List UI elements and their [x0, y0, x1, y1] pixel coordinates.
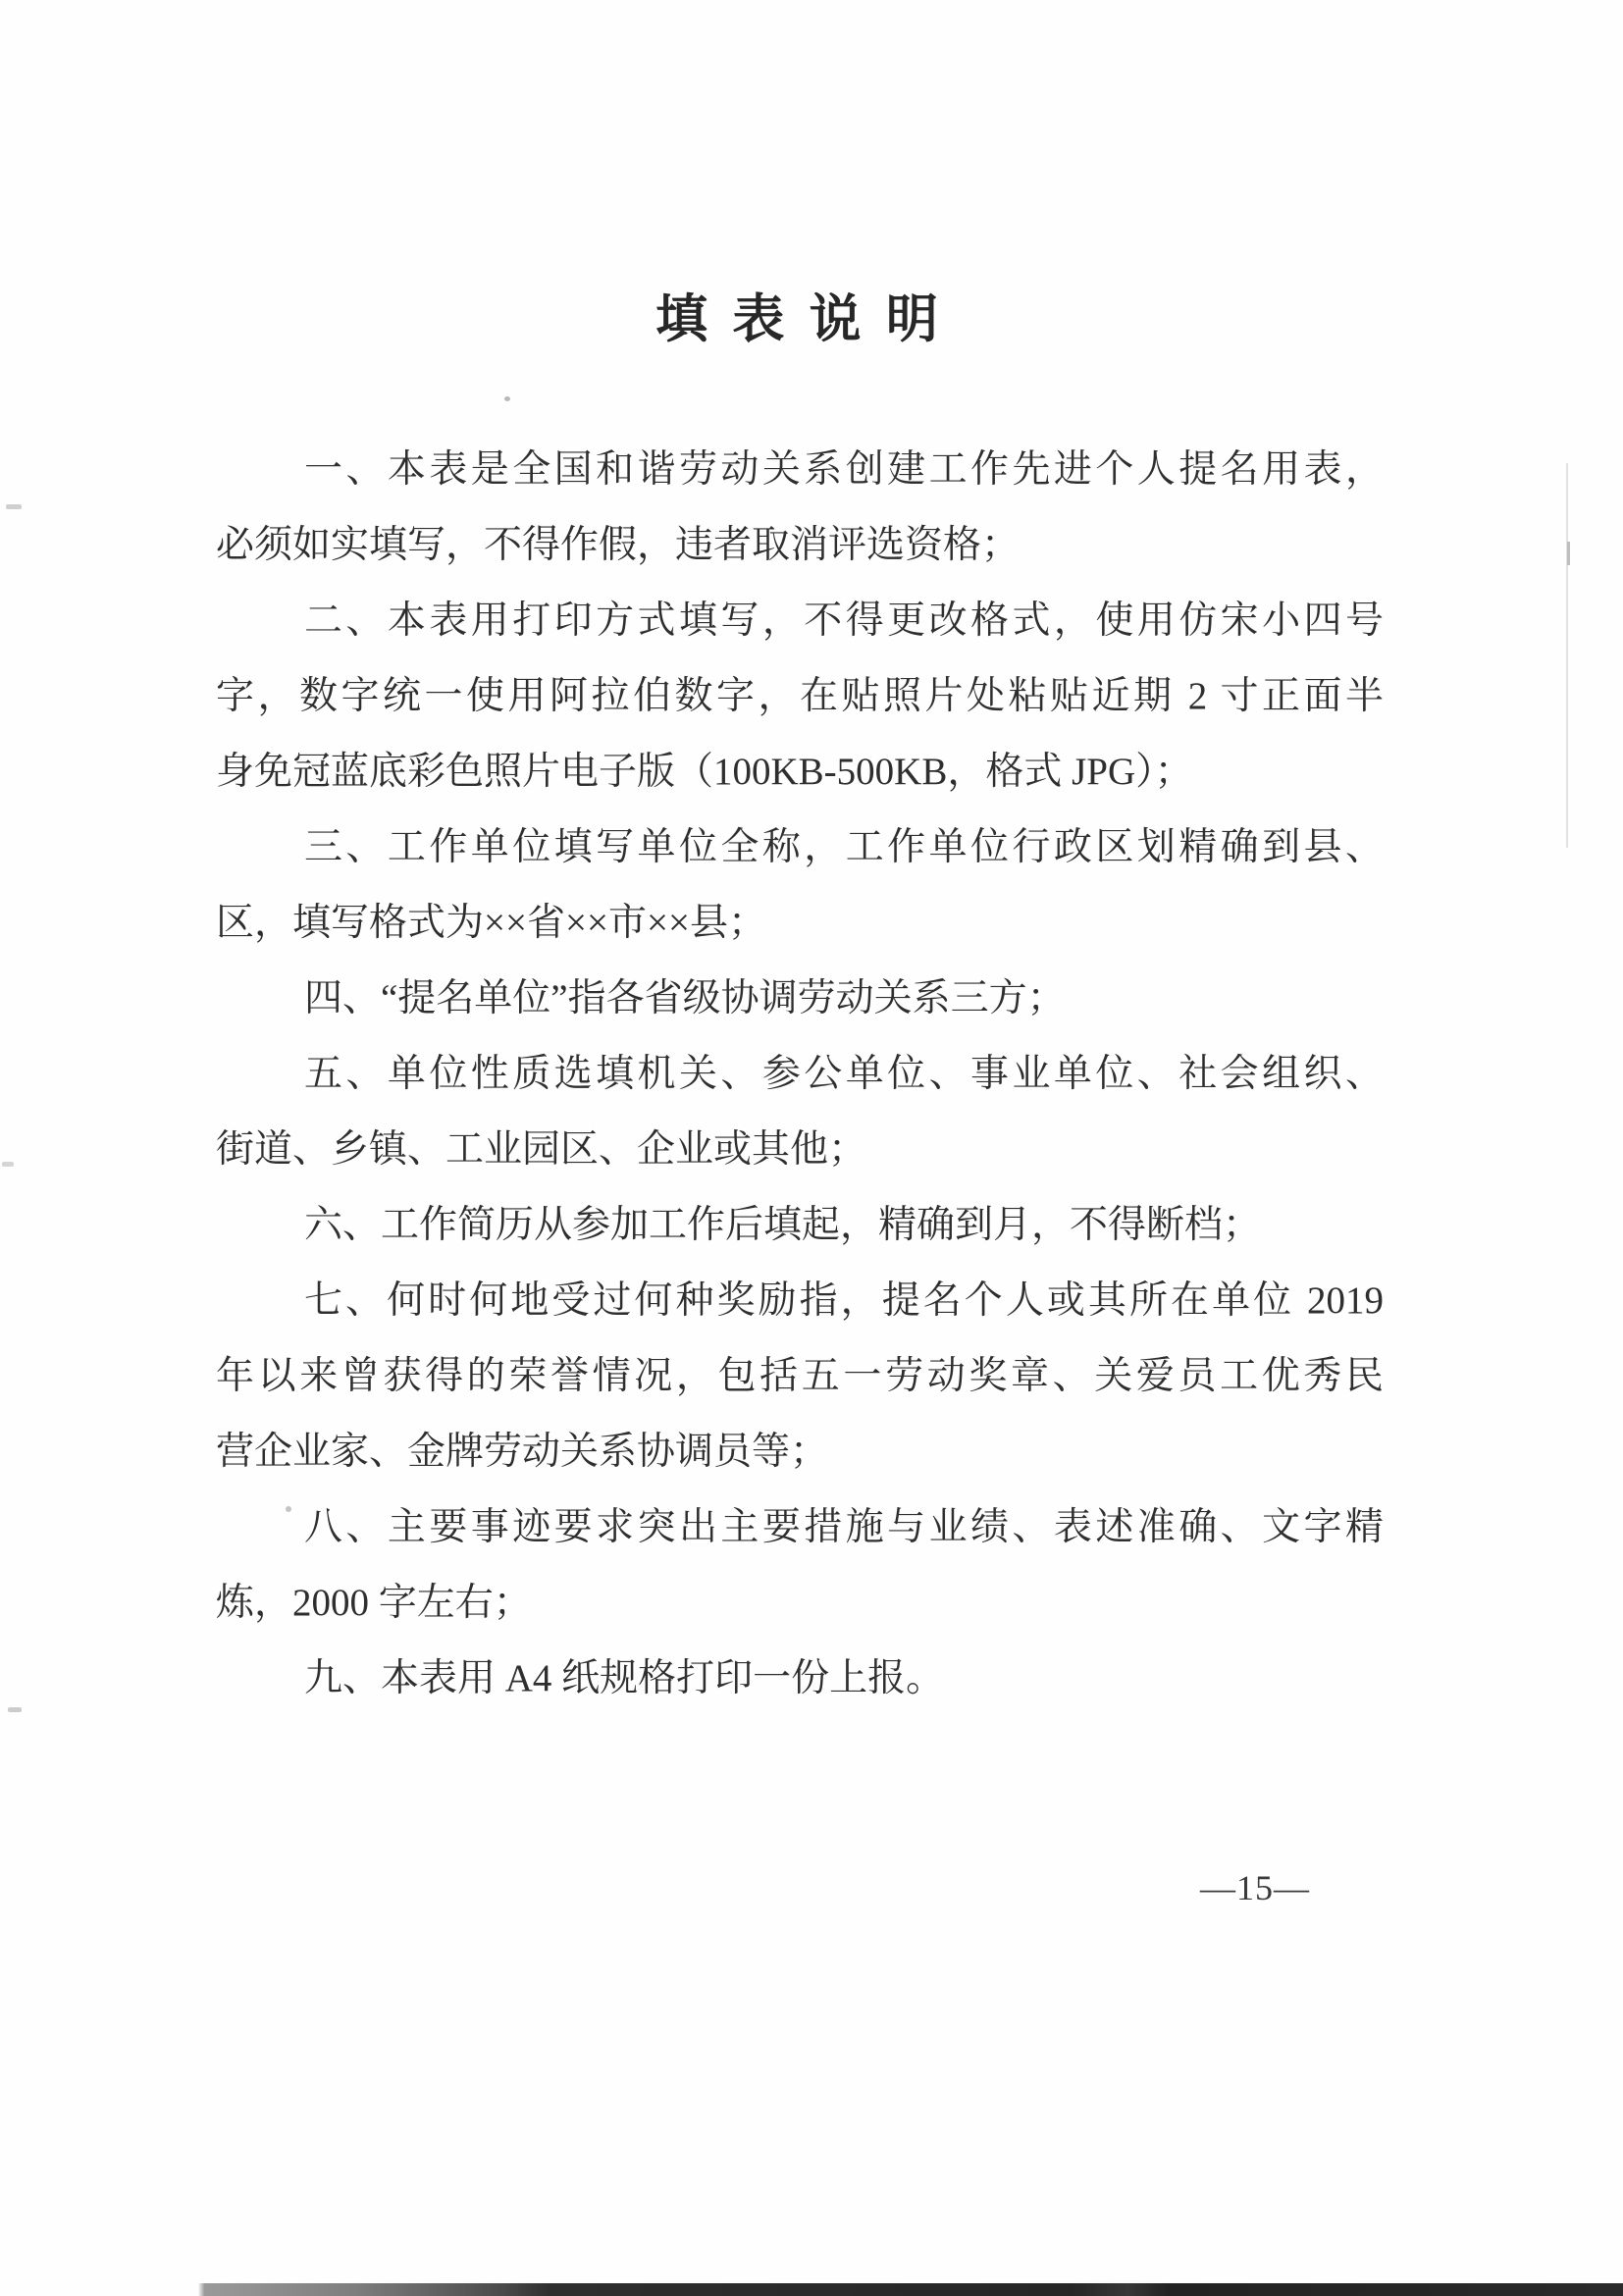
instruction-line: 身免冠蓝底彩色照片电子版（100KB-500KB，格式 JPG）；: [216, 751, 1193, 793]
instruction-paragraph-4: [216, 961, 1384, 1036]
scan-edge-bar: [0, 2283, 1623, 2296]
instruction-line: 炼，2000 字左右；: [216, 1582, 532, 1624]
instruction-paragraph-1: [216, 432, 1384, 583]
instruction-line: 七、何时何地受过何种奖励指，提名个人或其所在单位 2019: [304, 1279, 1384, 1322]
instruction-paragraph-9: [216, 1641, 1384, 1716]
instruction-line: 三、工作单位填写单位全称，工作单位行政区划精确到县、: [304, 826, 1384, 868]
scan-speck: [6, 504, 22, 509]
instruction-paragraph-7: [216, 1263, 1384, 1489]
instruction-line: 区，填写格式为××省××市××县；: [216, 902, 766, 944]
instruction-line: 字，数字统一使用阿拉伯数字，在贴照片处粘贴近期 2 寸正面半: [216, 675, 1384, 717]
instruction-line: 街道、乡镇、工业园区、企业或其他；: [216, 1128, 867, 1171]
scan-line: [1567, 542, 1570, 565]
instruction-line: 八、主要事迹要求突出主要措施与业绩、表述准确、文字精: [304, 1506, 1384, 1548]
instruction-paragraph-5: [216, 1036, 1384, 1187]
instruction-line: 年以来曾获得的荣誉情况，包括五一劳动奖章、关爱员工优秀民: [216, 1355, 1384, 1397]
instruction-paragraph-2: [216, 583, 1384, 809]
scan-speck: [2, 1162, 14, 1167]
instruction-line: 四、“提名单位”指各省级协调劳动关系三方；: [304, 977, 1066, 1019]
page-title: 填 表 说 明: [655, 291, 944, 348]
instruction-line: 必须如实填写，不得作假，违者取消评选资格；: [216, 524, 1021, 566]
scan-speck: [504, 396, 510, 401]
scan-speck: [286, 1506, 291, 1512]
instruction-line: 一、本表是全国和谐劳动关系创建工作先进个人提名用表，: [304, 448, 1384, 491]
instructions-body: [216, 432, 1384, 1716]
scan-speck: [8, 1707, 22, 1712]
instruction-line: 六、工作简历从参加工作后填起，精确到月，不得断档；: [304, 1204, 1262, 1246]
instruction-line: 九、本表用 A4 纸规格打印一份上报。: [304, 1657, 945, 1699]
scan-line: [1566, 463, 1568, 848]
page-number: —15—: [1200, 1868, 1310, 1907]
instruction-paragraph-3: [216, 809, 1384, 961]
instruction-line: 五、单位性质选填机关、参公单位、事业单位、社会组织、: [304, 1053, 1384, 1095]
instruction-paragraph-8: [216, 1489, 1384, 1641]
instruction-line: 二、本表用打印方式填写，不得更改格式，使用仿宋小四号: [304, 600, 1384, 642]
instruction-line: 营企业家、金牌劳动关系协调员等；: [216, 1431, 829, 1473]
instruction-paragraph-6: [216, 1187, 1384, 1263]
